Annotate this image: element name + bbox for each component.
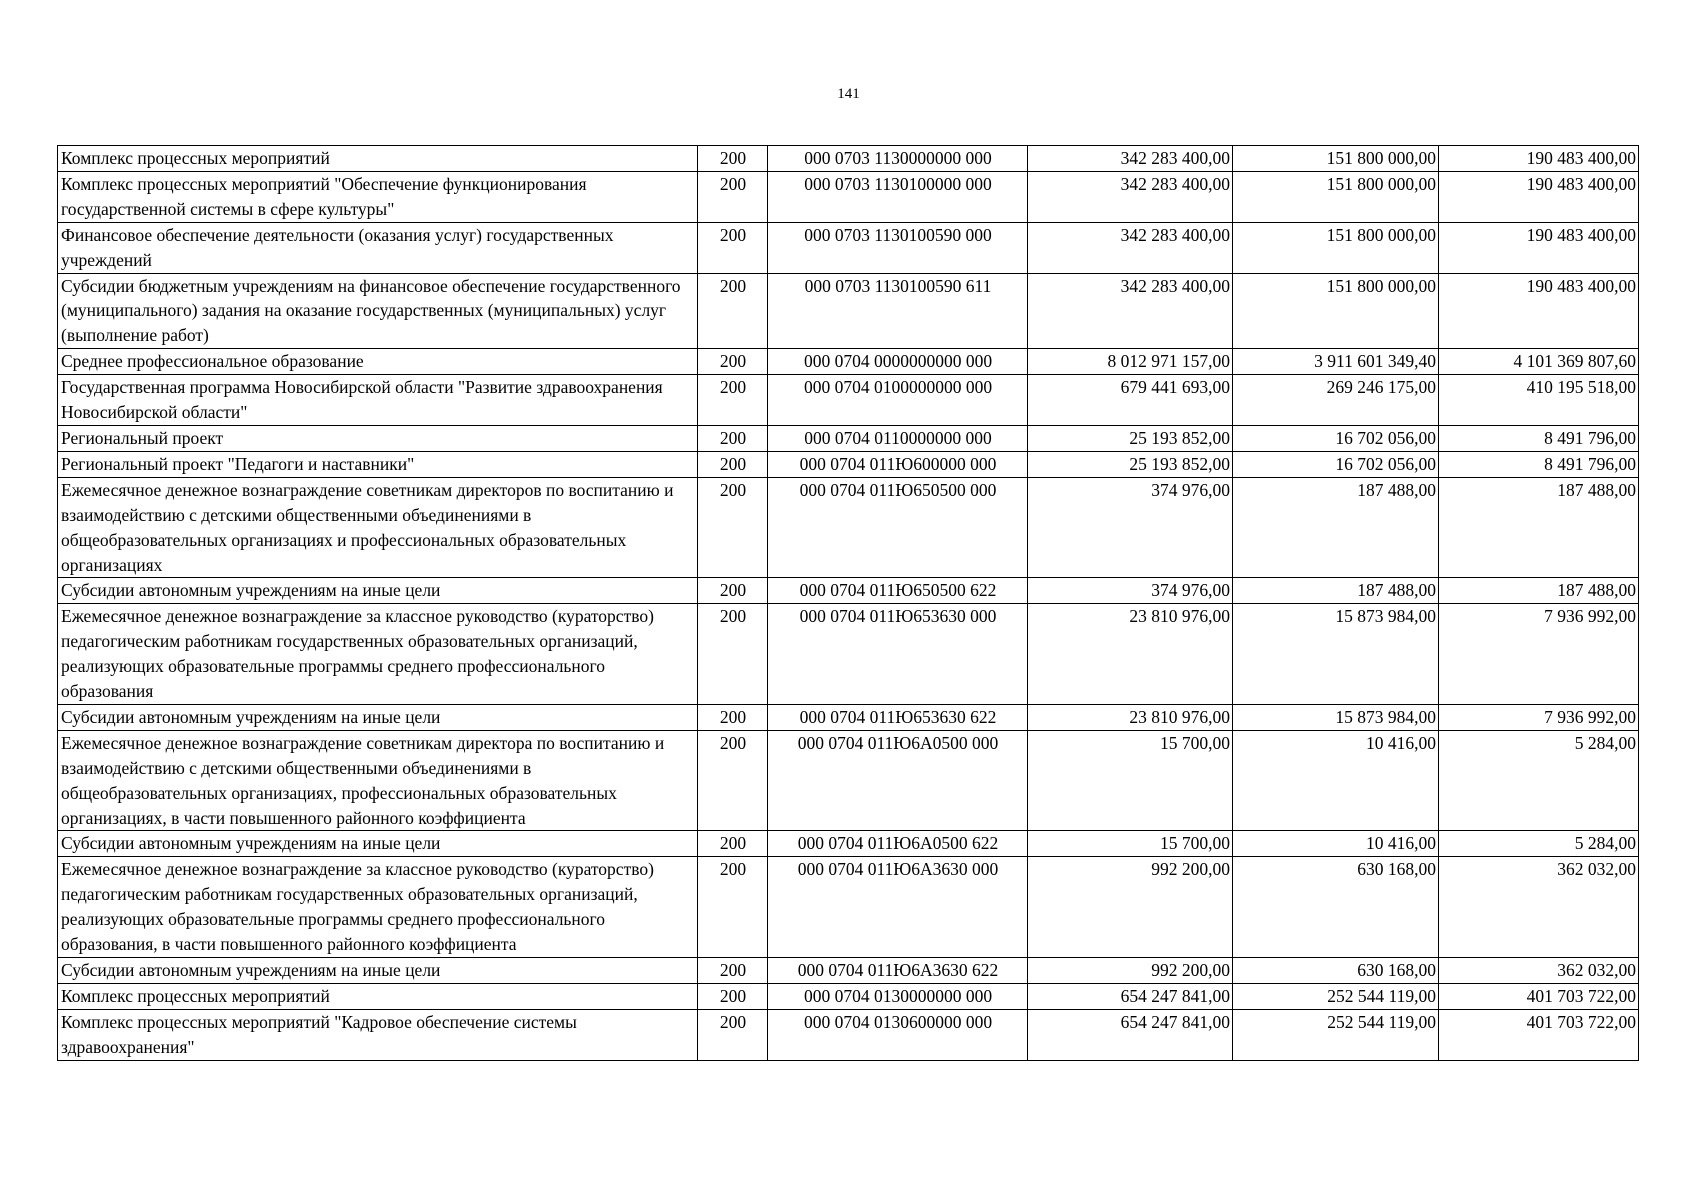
row-code-cell: 200 [698, 604, 768, 705]
budget-table [57, 145, 1639, 1061]
row-classification-cell: 000 0703 1130100000 000 [768, 171, 1028, 222]
row-code-cell: 200 [698, 831, 768, 857]
row-total-cell: 374 976,00 [1028, 578, 1233, 604]
row-name-cell: Финансовое обеспечение деятельности (оказания услуг) государственных учреждений [58, 222, 698, 273]
table-row [58, 425, 1639, 451]
row-amount-2-cell: 4 101 369 807,60 [1439, 349, 1639, 375]
row-code-cell: 200 [698, 451, 768, 477]
table-row [58, 375, 1639, 426]
row-code-cell: 200 [698, 477, 768, 578]
table-row [58, 1009, 1639, 1060]
table-row [58, 477, 1639, 578]
row-name-cell: Комплекс процессных мероприятий "Обеспечение функционирования государственной системы в сфере культуры" [58, 171, 698, 222]
row-code-cell: 200 [698, 273, 768, 349]
row-code-cell: 200 [698, 349, 768, 375]
row-name-cell: Ежемесячное денежное вознаграждение за классное руководство (кураторство) педагогическим работникам государственных образовательных организаций, реализующих образовательные программы среднего профессионального образования [58, 604, 698, 705]
row-name-cell: Субсидии автономным учреждениям на иные цели [58, 704, 698, 730]
row-classification-cell: 000 0704 0130000000 000 [768, 983, 1028, 1009]
row-code-cell: 200 [698, 146, 768, 172]
row-name-cell: Государственная программа Новосибирской области "Развитие здравоохранения Новосибирской области" [58, 375, 698, 426]
row-total-cell: 23 810 976,00 [1028, 604, 1233, 705]
row-amount-2-cell: 410 195 518,00 [1439, 375, 1639, 426]
row-amount-1-cell: 10 416,00 [1233, 831, 1439, 857]
table-row [58, 704, 1639, 730]
table-row [58, 273, 1639, 349]
row-amount-1-cell: 187 488,00 [1233, 578, 1439, 604]
row-name-cell: Среднее профессиональное образование [58, 349, 698, 375]
table-row [58, 451, 1639, 477]
row-name-cell: Комплекс процессных мероприятий "Кадровое обеспечение системы здравоохранения" [58, 1009, 698, 1060]
row-name-cell: Ежемесячное денежное вознаграждение советникам директоров по воспитанию и взаимодействию с детскими общественными объединениями в общеобразовательных организациях и профессиональных образовательных организациях [58, 477, 698, 578]
row-amount-1-cell: 269 246 175,00 [1233, 375, 1439, 426]
row-amount-2-cell: 190 483 400,00 [1439, 222, 1639, 273]
row-code-cell: 200 [698, 375, 768, 426]
table-row [58, 578, 1639, 604]
row-amount-1-cell: 151 800 000,00 [1233, 171, 1439, 222]
row-code-cell: 200 [698, 730, 768, 831]
row-amount-1-cell: 630 168,00 [1233, 958, 1439, 984]
row-total-cell: 654 247 841,00 [1028, 983, 1233, 1009]
row-amount-2-cell: 362 032,00 [1439, 958, 1639, 984]
row-classification-cell: 000 0703 1130000000 000 [768, 146, 1028, 172]
row-name-cell: Ежемесячное денежное вознаграждение советникам директора по воспитанию и взаимодействию с детскими общественными объединениями в общеобразовательных организациях, профессиональных образовательных организациях, в части повышенного районного коэффициента [58, 730, 698, 831]
row-total-cell: 342 283 400,00 [1028, 146, 1233, 172]
table-row [58, 171, 1639, 222]
row-amount-1-cell: 151 800 000,00 [1233, 146, 1439, 172]
row-amount-1-cell: 16 702 056,00 [1233, 451, 1439, 477]
row-amount-1-cell: 252 544 119,00 [1233, 983, 1439, 1009]
row-code-cell: 200 [698, 171, 768, 222]
row-total-cell: 374 976,00 [1028, 477, 1233, 578]
budget-table-body [58, 146, 1639, 1061]
row-amount-2-cell: 8 491 796,00 [1439, 451, 1639, 477]
row-name-cell: Региональный проект "Педагоги и наставники" [58, 451, 698, 477]
row-name-cell: Комплекс процессных мероприятий [58, 146, 698, 172]
row-amount-1-cell: 187 488,00 [1233, 477, 1439, 578]
row-amount-1-cell: 10 416,00 [1233, 730, 1439, 831]
table-row [58, 146, 1639, 172]
row-classification-cell: 000 0704 011Ю6А3630 000 [768, 857, 1028, 958]
row-name-cell: Субсидии автономным учреждениям на иные цели [58, 831, 698, 857]
row-amount-2-cell: 5 284,00 [1439, 831, 1639, 857]
row-amount-2-cell: 187 488,00 [1439, 578, 1639, 604]
row-classification-cell: 000 0704 0130600000 000 [768, 1009, 1028, 1060]
row-total-cell: 679 441 693,00 [1028, 375, 1233, 426]
row-amount-2-cell: 5 284,00 [1439, 730, 1639, 831]
row-classification-cell: 000 0704 011Ю650500 622 [768, 578, 1028, 604]
row-name-cell: Субсидии автономным учреждениям на иные цели [58, 578, 698, 604]
row-total-cell: 342 283 400,00 [1028, 171, 1233, 222]
row-code-cell: 200 [698, 958, 768, 984]
table-row [58, 730, 1639, 831]
row-total-cell: 25 193 852,00 [1028, 451, 1233, 477]
row-amount-1-cell: 151 800 000,00 [1233, 222, 1439, 273]
row-classification-cell: 000 0704 011Ю6А3630 622 [768, 958, 1028, 984]
row-classification-cell: 000 0704 011Ю650500 000 [768, 477, 1028, 578]
row-classification-cell: 000 0704 011Ю600000 000 [768, 451, 1028, 477]
row-code-cell: 200 [698, 222, 768, 273]
row-classification-cell: 000 0704 0100000000 000 [768, 375, 1028, 426]
row-total-cell: 15 700,00 [1028, 831, 1233, 857]
row-code-cell: 200 [698, 857, 768, 958]
row-classification-cell: 000 0704 0110000000 000 [768, 425, 1028, 451]
row-amount-2-cell: 7 936 992,00 [1439, 704, 1639, 730]
row-classification-cell: 000 0703 1130100590 000 [768, 222, 1028, 273]
table-row [58, 604, 1639, 705]
row-name-cell: Региональный проект [58, 425, 698, 451]
row-amount-1-cell: 252 544 119,00 [1233, 1009, 1439, 1060]
row-total-cell: 15 700,00 [1028, 730, 1233, 831]
row-total-cell: 654 247 841,00 [1028, 1009, 1233, 1060]
row-amount-1-cell: 3 911 601 349,40 [1233, 349, 1439, 375]
row-classification-cell: 000 0704 011Ю653630 622 [768, 704, 1028, 730]
row-total-cell: 992 200,00 [1028, 857, 1233, 958]
page-number: 141 [837, 86, 860, 102]
row-name-cell: Ежемесячное денежное вознаграждение за классное руководство (кураторство) педагогическим работникам государственных образовательных организаций, реализующих образовательные программы среднего профессионального образования, в части повышенного районного коэффициента [58, 857, 698, 958]
row-classification-cell: 000 0704 011Ю6А0500 622 [768, 831, 1028, 857]
row-code-cell: 200 [698, 425, 768, 451]
row-amount-2-cell: 187 488,00 [1439, 477, 1639, 578]
row-code-cell: 200 [698, 704, 768, 730]
row-amount-2-cell: 190 483 400,00 [1439, 146, 1639, 172]
row-amount-1-cell: 16 702 056,00 [1233, 425, 1439, 451]
row-amount-1-cell: 630 168,00 [1233, 857, 1439, 958]
row-classification-cell: 000 0704 011Ю6А0500 000 [768, 730, 1028, 831]
row-amount-1-cell: 15 873 984,00 [1233, 704, 1439, 730]
row-total-cell: 25 193 852,00 [1028, 425, 1233, 451]
row-total-cell: 342 283 400,00 [1028, 273, 1233, 349]
table-row [58, 222, 1639, 273]
row-amount-1-cell: 151 800 000,00 [1233, 273, 1439, 349]
row-classification-cell: 000 0703 1130100590 611 [768, 273, 1028, 349]
row-code-cell: 200 [698, 1009, 768, 1060]
row-amount-2-cell: 190 483 400,00 [1439, 171, 1639, 222]
row-amount-2-cell: 401 703 722,00 [1439, 1009, 1639, 1060]
table-row [58, 983, 1639, 1009]
row-total-cell: 342 283 400,00 [1028, 222, 1233, 273]
row-total-cell: 23 810 976,00 [1028, 704, 1233, 730]
row-classification-cell: 000 0704 0000000000 000 [768, 349, 1028, 375]
row-amount-1-cell: 15 873 984,00 [1233, 604, 1439, 705]
row-total-cell: 8 012 971 157,00 [1028, 349, 1233, 375]
row-name-cell: Субсидии бюджетным учреждениям на финансовое обеспечение государственного (муниципального) задания на оказание государственных (муниципальных) услуг (выполнение работ) [58, 273, 698, 349]
row-amount-2-cell: 190 483 400,00 [1439, 273, 1639, 349]
table-row [58, 958, 1639, 984]
row-name-cell: Субсидии автономным учреждениям на иные цели [58, 958, 698, 984]
row-name-cell: Комплекс процессных мероприятий [58, 983, 698, 1009]
row-amount-2-cell: 401 703 722,00 [1439, 983, 1639, 1009]
row-total-cell: 992 200,00 [1028, 958, 1233, 984]
row-amount-2-cell: 362 032,00 [1439, 857, 1639, 958]
table-row [58, 349, 1639, 375]
row-amount-2-cell: 7 936 992,00 [1439, 604, 1639, 705]
row-classification-cell: 000 0704 011Ю653630 000 [768, 604, 1028, 705]
table-row [58, 831, 1639, 857]
row-amount-2-cell: 8 491 796,00 [1439, 425, 1639, 451]
row-code-cell: 200 [698, 983, 768, 1009]
row-code-cell: 200 [698, 578, 768, 604]
table-row [58, 857, 1639, 958]
